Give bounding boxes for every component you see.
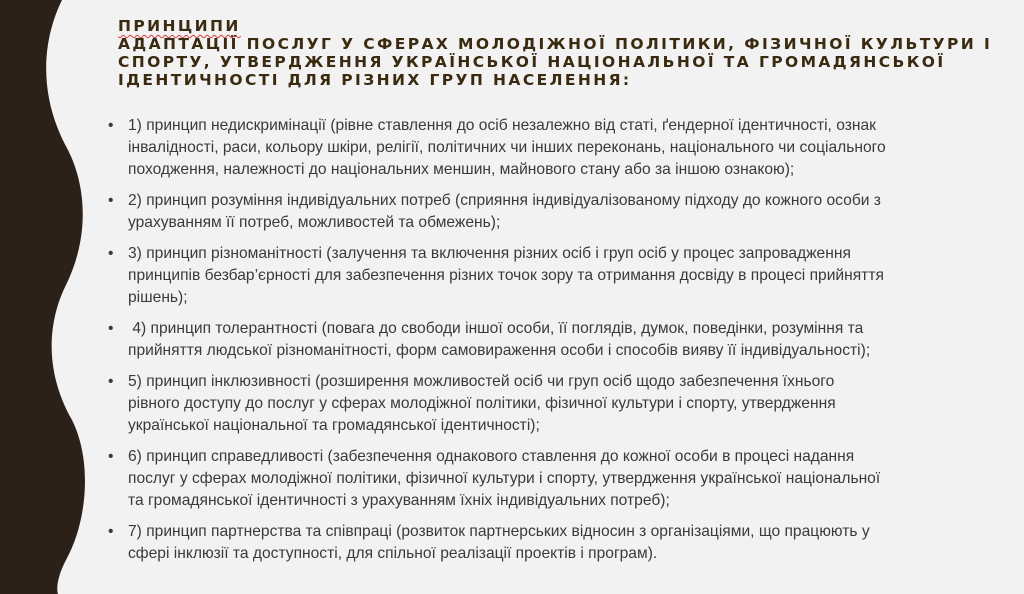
item-line: походження, належності до національних меншин, майнового стану або за іншою ознакою); — [128, 161, 795, 178]
title-line: ІДЕНТИЧНОСТІ ДЛЯ РІЗНИХ ГРУП НАСЕЛЕННЯ: — [118, 71, 632, 89]
item-line: 1) принцип недискримінації (рівне ставлення до осіб незалежно від статі, ґендерної ідентичності, ознак — [128, 117, 876, 134]
item-line: 2) принцип розуміння індивідуальних потреб (сприяння індивідуалізованому підходу до кожного особи з — [128, 192, 881, 209]
item-line: урахуванням її потреб, можливостей та обмежень); — [128, 214, 501, 231]
item-line: інвалідності, раси, кольору шкіри, релігії, політичних чи інших переконань, національного чи соціального — [128, 139, 886, 156]
item-line: української національної та громадянської ідентичності); — [128, 417, 540, 434]
title-line: АДАПТАЦІЇ ПОСЛУГ У СФЕРАХ МОЛОДІЖНОЇ ПОЛІТИКИ, ФІЗИЧНОЇ КУЛЬТУРИ І — [118, 35, 993, 53]
item-line: рівного доступу до послуг у сферах молодіжної політики, фізичної культури і спорту, утвердження — [128, 395, 836, 412]
decorative-wave-band — [0, 0, 120, 594]
bullet-icon: • — [108, 373, 114, 390]
item-line: прийняття людської різноманітності, форм самовираження особи і способів вияву її індивідуальності); — [128, 342, 871, 359]
bullet-icon: • — [108, 448, 114, 465]
list-item — [108, 371, 988, 437]
item-line: 3) принцип різноманітності (залучення та включення різних осіб і груп осіб у процес запровадження — [128, 245, 851, 262]
item-line: та громадянської ідентичності з урахуванням їхніх індивідуальних потреб); — [128, 492, 670, 509]
list-item — [108, 190, 988, 234]
list-item — [108, 446, 988, 512]
item-line: 7) принцип партнерства та співпраці (розвиток партнерських відносин з організаціями, що працюють у — [128, 523, 870, 540]
list-item — [108, 243, 988, 309]
bullet-icon: • — [108, 320, 114, 337]
item-line: принципів безбар’єрності для забезпечення різних точок зору та отримання досвіду в процесі прийняття — [128, 267, 884, 284]
list-item — [108, 318, 988, 362]
bullet-icon: • — [108, 245, 114, 262]
item-line: рішень); — [128, 289, 188, 306]
title-line: ПРИНЦИПИ — [118, 17, 241, 35]
item-line: сфері інклюзії та доступності, для спільної реалізації проектів і програм). — [128, 545, 658, 562]
item-line: послуг у сферах молодіжної політики, фізичної культури і спорту, утвердження української національної — [128, 470, 881, 487]
item-line: 6) принцип справедливості (забезпечення однакового ставлення до кожної особи в процесі надання — [128, 448, 855, 465]
item-line: 5) принцип інклюзивності (розширення можливостей осіб чи груп осіб щодо забезпечення їхнього — [128, 373, 835, 390]
bullet-icon: • — [108, 192, 114, 209]
bullet-icon: • — [108, 117, 114, 134]
slide-title — [118, 17, 998, 89]
principles-list — [108, 115, 988, 574]
item-line: 4) принцип толерантності (повага до свободи іншої особи, її поглядів, думок, поведінки, розуміння та — [128, 320, 864, 337]
list-item — [108, 115, 988, 181]
title-line: СПОРТУ, УТВЕРДЖЕННЯ УКРАЇНСЬКОЇ НАЦІОНАЛЬНОЇ ТА ГРОМАДЯНСЬКОЇ — [118, 53, 946, 71]
bullet-icon: • — [108, 523, 114, 540]
list-item — [108, 521, 988, 565]
